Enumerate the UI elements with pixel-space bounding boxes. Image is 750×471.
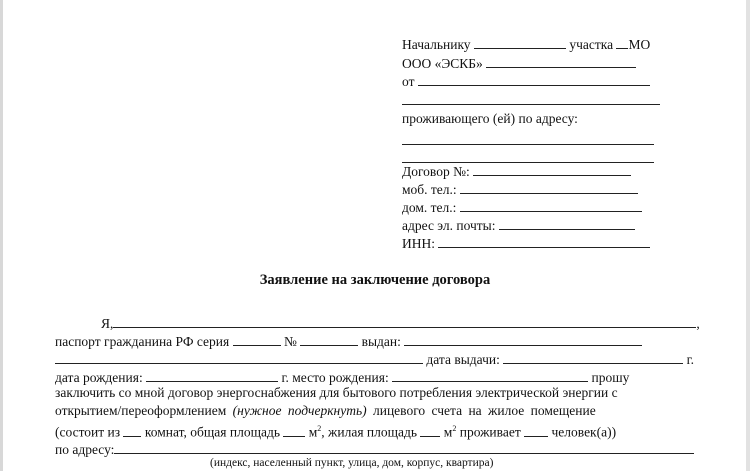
- from-blank[interactable]: [418, 71, 650, 86]
- address-label: проживающего (ей) по адресу:: [402, 111, 578, 126]
- living-area-label: , жилая площадь: [321, 424, 418, 440]
- home-phone-label: дом. тел.:: [402, 200, 457, 215]
- address-blank-1[interactable]: [402, 130, 654, 145]
- rooms-label: (состоит из: [55, 424, 121, 440]
- email-blank[interactable]: [499, 215, 635, 230]
- inn-blank[interactable]: [438, 233, 650, 248]
- birth-date-label: дата рождения:: [55, 370, 143, 385]
- i-label: Я,: [101, 316, 114, 331]
- living-area-blank[interactable]: [420, 422, 440, 437]
- body-line-2: [55, 331, 642, 347]
- from-line-2: [402, 90, 660, 109]
- address-caption: (индекс, населенный пункт, улица, дом, корпус, квартира): [210, 457, 494, 469]
- persons-label: человек(а)): [551, 424, 617, 440]
- addressee-label: Начальнику: [402, 37, 471, 52]
- addressee-line-2: [402, 53, 636, 72]
- unit-sup-2: 2: [452, 424, 457, 433]
- address-blank-3[interactable]: [114, 439, 694, 454]
- contract-label: Договор №:: [402, 164, 470, 179]
- page-edge-left: [0, 0, 3, 471]
- mobile-blank[interactable]: [460, 179, 638, 194]
- residents-label: проживает: [459, 424, 521, 440]
- request-word: прошу: [591, 370, 630, 385]
- body-line-7: [55, 421, 617, 440]
- email-label: адрес эл. почты:: [402, 218, 496, 233]
- mobile-line: [402, 179, 638, 198]
- issued-by-blank-2[interactable]: [55, 349, 423, 364]
- document-title: Заявление на заключение договора: [259, 272, 491, 288]
- passport-series-blank[interactable]: [233, 331, 281, 346]
- open-reissue-text: открытием/переоформлением: [55, 403, 227, 418]
- year-suffix: г.: [686, 352, 694, 367]
- account-text: лицевого счета на жилое помещение: [372, 403, 596, 418]
- company-name: ООО «ЭСКБ»: [402, 56, 483, 71]
- issued-by-label: выдан:: [361, 334, 401, 349]
- body-line-6: [55, 403, 596, 419]
- birth-date-blank[interactable]: [146, 367, 278, 382]
- contract-blank[interactable]: [473, 161, 631, 176]
- mobile-label: моб. тел.:: [402, 182, 457, 197]
- passport-series-label: паспорт гражданина РФ серия: [55, 334, 230, 349]
- underline-hint: (нужное подчеркнуть): [232, 403, 367, 418]
- contract-request-text: заключить со мной договор энергоснабжения для бытового потребления электрической энергии с: [55, 385, 618, 400]
- address-label-line: [402, 109, 578, 128]
- body-line-3: [55, 349, 694, 365]
- inn-line: [402, 233, 650, 252]
- mo-blank[interactable]: [616, 34, 628, 49]
- full-name-blank[interactable]: [113, 313, 696, 328]
- section-blank[interactable]: [474, 34, 566, 49]
- address-blank-line-1: [402, 130, 654, 149]
- birth-place-label: г. место рождения:: [281, 370, 389, 385]
- birth-place-blank[interactable]: [392, 367, 588, 382]
- contract-line: [402, 161, 631, 180]
- home-phone-blank[interactable]: [460, 197, 642, 212]
- from-label: от: [402, 74, 415, 89]
- email-line: [402, 215, 635, 234]
- unit-sup: 2: [317, 424, 322, 433]
- body-line-8: [55, 439, 694, 455]
- address-label-2: по адресу:: [55, 442, 115, 457]
- issue-date-label: дата выдачи:: [426, 352, 500, 367]
- comma: ,: [696, 316, 700, 331]
- section-label: участка: [569, 37, 614, 52]
- mo-label: МО: [628, 37, 651, 52]
- passport-number-blank[interactable]: [300, 331, 358, 346]
- unit-m: м: [308, 424, 318, 440]
- body-line-5: [55, 385, 618, 401]
- from-blank-2[interactable]: [402, 90, 660, 105]
- rooms-blank[interactable]: [123, 422, 141, 437]
- issue-date-blank[interactable]: [503, 349, 683, 364]
- unit-m-2: м: [443, 424, 453, 440]
- from-line: [402, 71, 650, 90]
- body-line-4: [55, 367, 629, 383]
- company-blank[interactable]: [486, 53, 636, 68]
- inn-label: ИНН:: [402, 236, 435, 251]
- passport-number-label: №: [283, 334, 297, 349]
- home-phone-line: [402, 197, 642, 216]
- issued-by-blank[interactable]: [404, 331, 642, 346]
- total-area-blank[interactable]: [283, 422, 305, 437]
- body-line-1: [101, 313, 700, 329]
- page-edge-right: [746, 0, 750, 471]
- addressee-line-1: [402, 34, 650, 53]
- total-area-label: комнат, общая площадь: [144, 424, 280, 440]
- residents-blank[interactable]: [524, 422, 548, 437]
